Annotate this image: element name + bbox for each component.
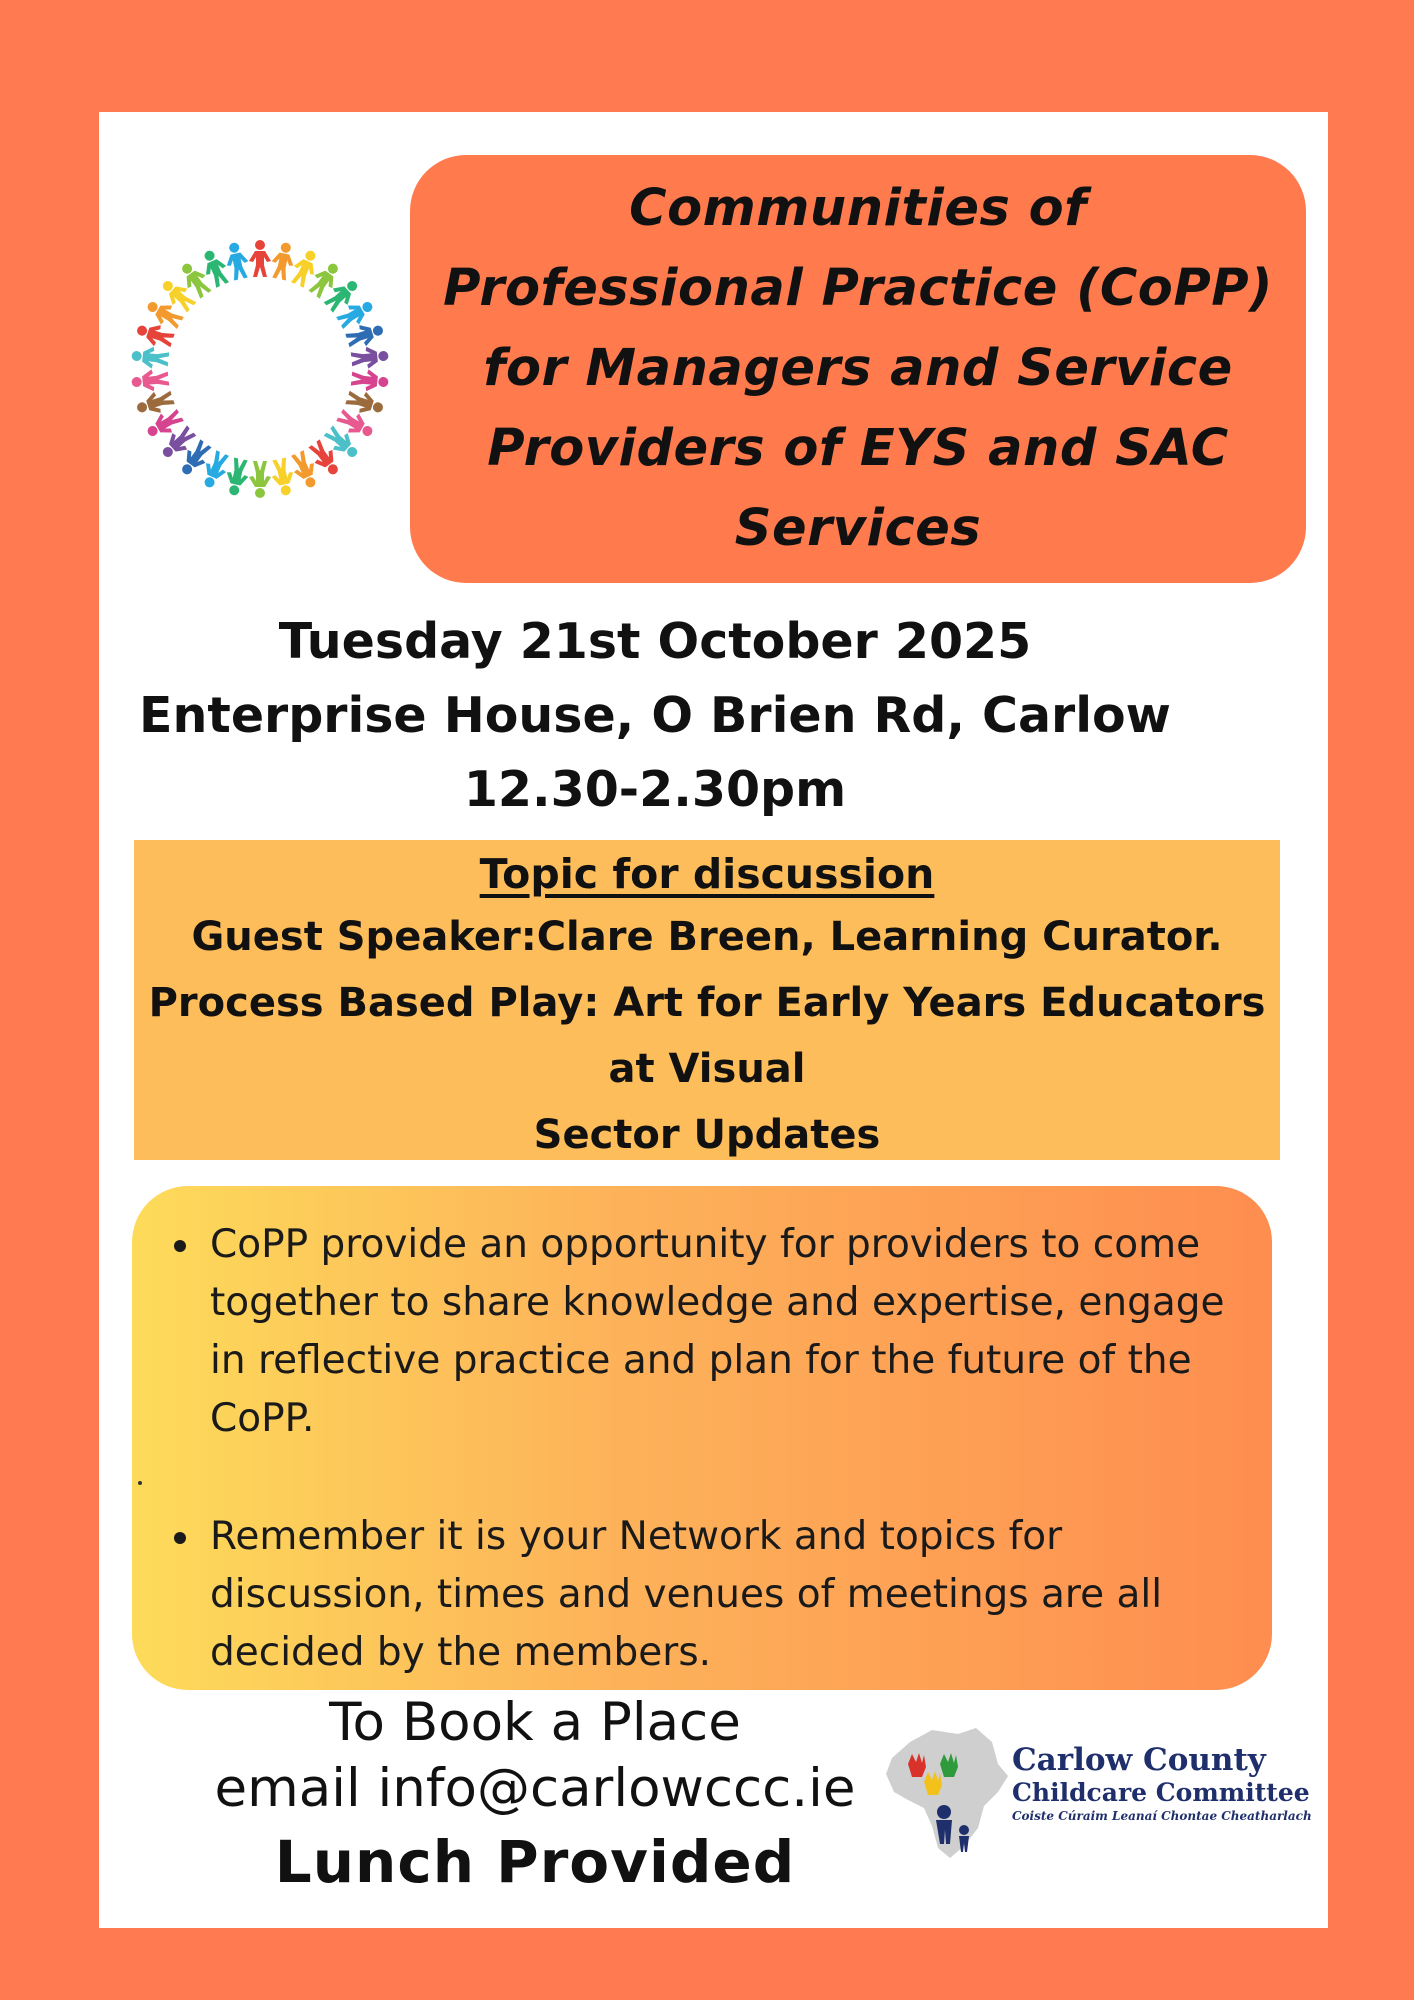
stray-dot <box>138 1481 142 1485</box>
event-details <box>100 605 1210 827</box>
lunch-note: Lunch Provided <box>274 1828 796 1896</box>
booking-line: To Book a Place <box>329 1692 741 1753</box>
topic-line: Sector Updates <box>533 1112 881 1158</box>
logo-text <box>1012 1742 1312 1824</box>
bullet-text: Remember it is your Network and topics for discussion, times and venues of meetings are all decided by the members. <box>210 1514 1163 1675</box>
bullet-dot-icon <box>174 1532 186 1544</box>
bullet-item <box>210 1508 1240 1682</box>
title-box <box>410 155 1306 583</box>
bullet-item <box>210 1216 1240 1448</box>
logo-line-3: Coiste Cúraim Leanaí Chontae Cheatharlach <box>1012 1809 1312 1823</box>
booking-section <box>140 1690 930 1902</box>
bullet-dot-icon <box>174 1240 186 1252</box>
event-date: Tuesday 21st October 2025 <box>278 613 1032 670</box>
topic-line: Guest Speaker:Clare Breen, Learning Curator. <box>191 914 1223 960</box>
topic-heading: Topic for discussion <box>479 850 935 898</box>
topic-box <box>134 840 1280 1160</box>
page-title: Communities of Professional Practice (CoPP) for Managers and Service Providers of EYS and SAC Services <box>443 179 1273 558</box>
info-box <box>132 1186 1272 1690</box>
event-venue: Enterprise House, O Brien Rd, Carlow <box>139 687 1171 744</box>
topic-line: at Visual <box>608 1046 806 1092</box>
topic-line: Process Based Play: Art for Early Years Educators <box>148 980 1266 1026</box>
bullet-text: CoPP provide an opportunity for providers to come together to share knowledge and expertise, engage in reflective practice and plan for the future of the CoPP. <box>210 1222 1225 1441</box>
logo-line-1: Carlow County <box>1012 1742 1266 1778</box>
africa-map-logo-icon <box>880 1720 1010 1870</box>
event-time: 12.30-2.30pm <box>463 761 847 818</box>
people-circle-icon <box>125 234 395 504</box>
carlow-ccc-logo <box>880 1720 1312 1870</box>
booking-email[interactable]: email info@carlowccc.ie <box>214 1758 856 1819</box>
logo-line-2: Childcare Committee <box>1012 1778 1310 1807</box>
